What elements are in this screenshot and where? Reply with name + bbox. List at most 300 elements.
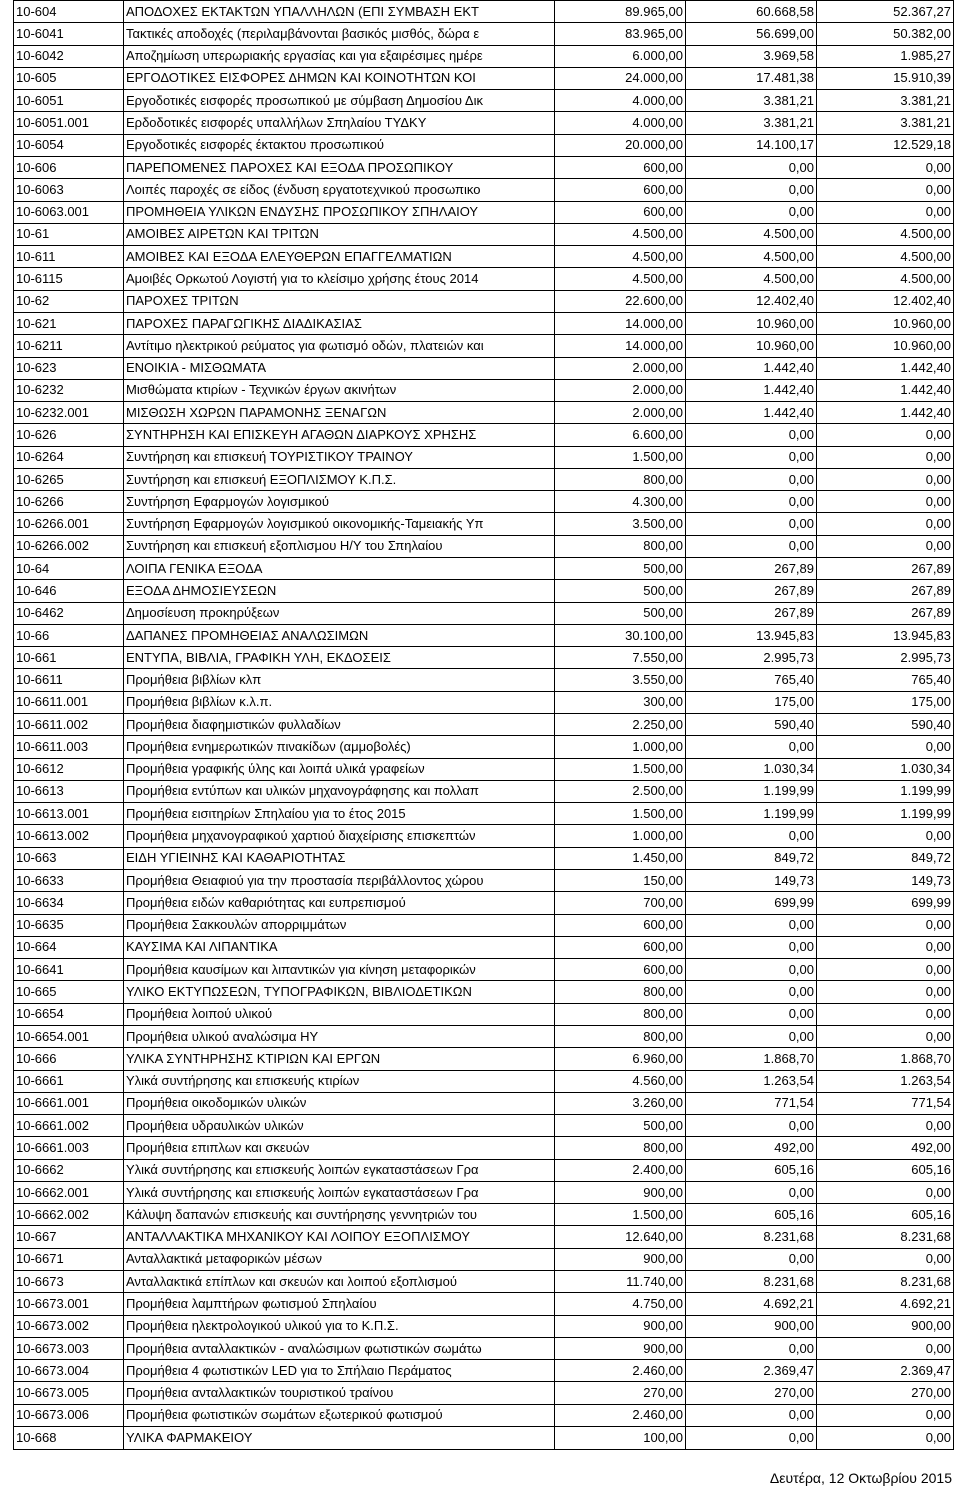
budgeted-amount-cell: 24.000,00 bbox=[555, 67, 686, 89]
paid-amount-cell: 15.910,39 bbox=[817, 67, 954, 89]
paid-amount-cell: 1.985,27 bbox=[817, 45, 954, 67]
table-row bbox=[14, 1360, 954, 1382]
table-row bbox=[14, 201, 954, 223]
account-code-cell: 10-665 bbox=[14, 981, 124, 1003]
description-cell: ΔΑΠΑΝΕΣ ΠΡΟΜΗΘΕΙΑΣ ΑΝΑΛΩΣΙΜΩΝ bbox=[124, 624, 555, 646]
account-code-cell: 10-6671 bbox=[14, 1248, 124, 1270]
description-cell: Προμήθεια βιβλίων κλπ bbox=[124, 669, 555, 691]
description-cell: ΕΞΟΔΑ ΔΗΜΟΣΙΕΥΣΕΩΝ bbox=[124, 580, 555, 602]
committed-amount-cell: 0,00 bbox=[686, 201, 817, 223]
description-cell: Υλικά συντήρησης και επισκευής λοιπών εγκαταστάσεων Γρα bbox=[124, 1181, 555, 1203]
description-cell: Ανταλλακτικά μεταφορικών μέσων bbox=[124, 1248, 555, 1270]
paid-amount-cell: 267,89 bbox=[817, 580, 954, 602]
account-code-cell: 10-6611.001 bbox=[14, 691, 124, 713]
budgeted-amount-cell: 3.260,00 bbox=[555, 1092, 686, 1114]
budgeted-amount-cell: 6.960,00 bbox=[555, 1048, 686, 1070]
account-code-cell: 10-6054 bbox=[14, 134, 124, 156]
committed-amount-cell: 0,00 bbox=[686, 1427, 817, 1450]
budgeted-amount-cell: 600,00 bbox=[555, 936, 686, 958]
description-cell: Λοιπές παροχές σε είδος (ένδυση εργατοτεχνικού προσωπικο bbox=[124, 179, 555, 201]
committed-amount-cell: 10.960,00 bbox=[686, 335, 817, 357]
paid-amount-cell: 1.442,40 bbox=[817, 379, 954, 401]
committed-amount-cell: 4.500,00 bbox=[686, 223, 817, 245]
committed-amount-cell: 0,00 bbox=[686, 1115, 817, 1137]
table-row bbox=[14, 112, 954, 134]
budgeted-amount-cell: 900,00 bbox=[555, 1248, 686, 1270]
paid-amount-cell: 0,00 bbox=[817, 468, 954, 490]
budgeted-amount-cell: 6.600,00 bbox=[555, 424, 686, 446]
account-code-cell: 10-6611 bbox=[14, 669, 124, 691]
budgeted-amount-cell: 800,00 bbox=[555, 981, 686, 1003]
committed-amount-cell: 4.500,00 bbox=[686, 246, 817, 268]
paid-amount-cell: 3.381,21 bbox=[817, 90, 954, 112]
paid-amount-cell: 52.367,27 bbox=[817, 1, 954, 23]
account-code-cell: 10-6266 bbox=[14, 491, 124, 513]
paid-amount-cell: 4.500,00 bbox=[817, 246, 954, 268]
account-code-cell: 10-6211 bbox=[14, 335, 124, 357]
description-cell: Συντήρηση Εφαρμογών λογισμικού οικονομικής-Ταμειακής Υπ bbox=[124, 513, 555, 535]
account-code-cell: 10-646 bbox=[14, 580, 124, 602]
budgeted-amount-cell: 4.560,00 bbox=[555, 1070, 686, 1092]
description-cell: Προμήθεια λοιπού υλικού bbox=[124, 1003, 555, 1025]
budgeted-amount-cell: 1.500,00 bbox=[555, 446, 686, 468]
paid-amount-cell: 1.030,34 bbox=[817, 758, 954, 780]
committed-amount-cell: 0,00 bbox=[686, 825, 817, 847]
committed-amount-cell: 1.030,34 bbox=[686, 758, 817, 780]
paid-amount-cell: 0,00 bbox=[817, 981, 954, 1003]
description-cell: Συντήρηση και επισκευή εξοπλισμου Η/Υ του Σπηλαίου bbox=[124, 535, 555, 557]
committed-amount-cell: 0,00 bbox=[686, 156, 817, 178]
account-code-cell: 10-6613.002 bbox=[14, 825, 124, 847]
description-cell: Προμήθεια ειδών καθαριότητας και ευπρεπισμού bbox=[124, 892, 555, 914]
paid-amount-cell: 492,00 bbox=[817, 1137, 954, 1159]
budgeted-amount-cell: 6.000,00 bbox=[555, 45, 686, 67]
table-row bbox=[14, 1293, 954, 1315]
paid-amount-cell: 0,00 bbox=[817, 535, 954, 557]
committed-amount-cell: 2.369,47 bbox=[686, 1360, 817, 1382]
committed-amount-cell: 149,73 bbox=[686, 869, 817, 891]
committed-amount-cell: 3.381,21 bbox=[686, 112, 817, 134]
account-code-cell: 10-666 bbox=[14, 1048, 124, 1070]
committed-amount-cell: 2.995,73 bbox=[686, 647, 817, 669]
paid-amount-cell: 1.199,99 bbox=[817, 803, 954, 825]
budgeted-amount-cell: 900,00 bbox=[555, 1315, 686, 1337]
committed-amount-cell: 0,00 bbox=[686, 1181, 817, 1203]
account-code-cell: 10-626 bbox=[14, 424, 124, 446]
paid-amount-cell: 3.381,21 bbox=[817, 112, 954, 134]
budgeted-amount-cell: 600,00 bbox=[555, 156, 686, 178]
budgeted-amount-cell: 2.460,00 bbox=[555, 1404, 686, 1426]
budgeted-amount-cell: 800,00 bbox=[555, 1137, 686, 1159]
description-cell: Κάλυψη δαπανών επισκευής και συντήρησης γεννητριών του bbox=[124, 1204, 555, 1226]
table-row bbox=[14, 1337, 954, 1359]
budgeted-amount-cell: 900,00 bbox=[555, 1181, 686, 1203]
description-cell: ΥΛΙΚΑ ΣΥΝΤΗΡΗΣΗΣ ΚΤΙΡΙΩΝ ΚΑΙ ΕΡΓΩΝ bbox=[124, 1048, 555, 1070]
paid-amount-cell: 699,99 bbox=[817, 892, 954, 914]
table-row bbox=[14, 847, 954, 869]
committed-amount-cell: 0,00 bbox=[686, 468, 817, 490]
account-code-cell: 10-6265 bbox=[14, 468, 124, 490]
account-code-cell: 10-661 bbox=[14, 647, 124, 669]
paid-amount-cell: 771,54 bbox=[817, 1092, 954, 1114]
paid-amount-cell: 0,00 bbox=[817, 1181, 954, 1203]
account-code-cell: 10-6051.001 bbox=[14, 112, 124, 134]
account-code-cell: 10-6673.001 bbox=[14, 1293, 124, 1315]
account-code-cell: 10-6673.004 bbox=[14, 1360, 124, 1382]
description-cell: Τακτικές αποδοχές (περιλαμβάνονται βασικός μισθός, δώρα ε bbox=[124, 23, 555, 45]
description-cell: Συντήρηση και επισκευή ΕΞΟΠΛΙΣΜΟΥ Κ.Π.Σ. bbox=[124, 468, 555, 490]
description-cell: Αποζημίωση υπερωριακής εργασίας και για εξαιρέσιμες ημέρε bbox=[124, 45, 555, 67]
account-code-cell: 10-663 bbox=[14, 847, 124, 869]
committed-amount-cell: 699,99 bbox=[686, 892, 817, 914]
table-row bbox=[14, 67, 954, 89]
description-cell: Προμήθεια βιβλίων κ.λ.π. bbox=[124, 691, 555, 713]
paid-amount-cell: 0,00 bbox=[817, 825, 954, 847]
committed-amount-cell: 0,00 bbox=[686, 424, 817, 446]
paid-amount-cell: 270,00 bbox=[817, 1382, 954, 1404]
budgeted-amount-cell: 3.550,00 bbox=[555, 669, 686, 691]
budgeted-amount-cell: 1.000,00 bbox=[555, 736, 686, 758]
paid-amount-cell: 13.945,83 bbox=[817, 624, 954, 646]
budgeted-amount-cell: 2.500,00 bbox=[555, 780, 686, 802]
account-code-cell: 10-667 bbox=[14, 1226, 124, 1248]
description-cell: ΥΛΙΚΟ ΕΚΤΥΠΩΣΕΩΝ, ΤΥΠΟΓΡΑΦΙΚΩΝ, ΒΙΒΛΙΟΔΕΤΙΚΩΝ bbox=[124, 981, 555, 1003]
account-code-cell: 10-6232.001 bbox=[14, 402, 124, 424]
budget-table-body bbox=[14, 1, 954, 1450]
paid-amount-cell: 267,89 bbox=[817, 602, 954, 624]
table-row bbox=[14, 491, 954, 513]
committed-amount-cell: 0,00 bbox=[686, 179, 817, 201]
budgeted-amount-cell: 600,00 bbox=[555, 914, 686, 936]
table-row bbox=[14, 624, 954, 646]
paid-amount-cell: 0,00 bbox=[817, 1248, 954, 1270]
account-code-cell: 10-6264 bbox=[14, 446, 124, 468]
table-row bbox=[14, 402, 954, 424]
committed-amount-cell: 0,00 bbox=[686, 1003, 817, 1025]
account-code-cell: 10-6611.003 bbox=[14, 736, 124, 758]
description-cell: ΕΝΤΥΠΑ, ΒΙΒΛΙΑ, ΓΡΑΦΙΚΗ ΥΛΗ, ΕΚΔΟΣΕΙΣ bbox=[124, 647, 555, 669]
table-row bbox=[14, 803, 954, 825]
table-row bbox=[14, 647, 954, 669]
paid-amount-cell: 0,00 bbox=[817, 1404, 954, 1426]
table-row bbox=[14, 134, 954, 156]
committed-amount-cell: 270,00 bbox=[686, 1382, 817, 1404]
paid-amount-cell: 605,16 bbox=[817, 1204, 954, 1226]
paid-amount-cell: 605,16 bbox=[817, 1159, 954, 1181]
description-cell: ΑΜΟΙΒΕΣ ΑΙΡΕΤΩΝ ΚΑΙ ΤΡΙΤΩΝ bbox=[124, 223, 555, 245]
table-row bbox=[14, 1070, 954, 1092]
table-row bbox=[14, 736, 954, 758]
description-cell: ΕΙΔΗ ΥΓΙΕΙΝΗΣ ΚΑΙ ΚΑΘΑΡΙΟΤΗΤΑΣ bbox=[124, 847, 555, 869]
description-cell: Προμήθεια εντύπων και υλικών μηχανογράφησης και πολλαπ bbox=[124, 780, 555, 802]
paid-amount-cell: 1.442,40 bbox=[817, 402, 954, 424]
account-code-cell: 10-6673.003 bbox=[14, 1337, 124, 1359]
budgeted-amount-cell: 3.500,00 bbox=[555, 513, 686, 535]
paid-amount-cell: 0,00 bbox=[817, 936, 954, 958]
table-row bbox=[14, 1003, 954, 1025]
budgeted-amount-cell: 600,00 bbox=[555, 201, 686, 223]
paid-amount-cell: 0,00 bbox=[817, 914, 954, 936]
table-row bbox=[14, 45, 954, 67]
description-cell: Ανταλλακτικά επίπλων και σκευών και λοιπού εξοπλισμού bbox=[124, 1271, 555, 1293]
account-code-cell: 10-6051 bbox=[14, 90, 124, 112]
committed-amount-cell: 1.442,40 bbox=[686, 357, 817, 379]
paid-amount-cell: 0,00 bbox=[817, 491, 954, 513]
table-row bbox=[14, 1159, 954, 1181]
description-cell: Υλικά συντήρησης και επισκευής λοιπών εγκαταστάσεων Γρα bbox=[124, 1159, 555, 1181]
account-code-cell: 10-6613.001 bbox=[14, 803, 124, 825]
paid-amount-cell: 0,00 bbox=[817, 959, 954, 981]
description-cell: Προμήθεια διαφημιστικών φυλλαδίων bbox=[124, 714, 555, 736]
account-code-cell: 10-604 bbox=[14, 1, 124, 23]
table-row bbox=[14, 558, 954, 580]
paid-amount-cell: 0,00 bbox=[817, 1115, 954, 1137]
budgeted-amount-cell: 270,00 bbox=[555, 1382, 686, 1404]
budgeted-amount-cell: 1.000,00 bbox=[555, 825, 686, 847]
description-cell: ΥΛΙΚΑ ΦΑΡΜΑΚΕΙΟΥ bbox=[124, 1427, 555, 1450]
budgeted-amount-cell: 900,00 bbox=[555, 1337, 686, 1359]
account-code-cell: 10-6041 bbox=[14, 23, 124, 45]
table-row bbox=[14, 959, 954, 981]
account-code-cell: 10-6661.002 bbox=[14, 1115, 124, 1137]
budgeted-amount-cell: 500,00 bbox=[555, 580, 686, 602]
committed-amount-cell: 0,00 bbox=[686, 1248, 817, 1270]
description-cell: Προμήθεια 4 φωτιστικών LED για το Σπήλαιο Περάματος bbox=[124, 1360, 555, 1382]
committed-amount-cell: 1.442,40 bbox=[686, 379, 817, 401]
description-cell: Προμήθεια οικοδομικών υλικών bbox=[124, 1092, 555, 1114]
paid-amount-cell: 0,00 bbox=[817, 736, 954, 758]
description-cell: Προμήθεια μηχανογραφικού χαρτιού διαχείρισης επισκεπτών bbox=[124, 825, 555, 847]
account-code-cell: 10-6662.002 bbox=[14, 1204, 124, 1226]
table-row bbox=[14, 936, 954, 958]
committed-amount-cell: 492,00 bbox=[686, 1137, 817, 1159]
committed-amount-cell: 60.668,58 bbox=[686, 1, 817, 23]
account-code-cell: 10-605 bbox=[14, 67, 124, 89]
table-row bbox=[14, 1248, 954, 1270]
description-cell: Ερδοδοτικές εισφορές υπαλλήλων Σπηλαίου ΤΥΔΚΥ bbox=[124, 112, 555, 134]
table-row bbox=[14, 1092, 954, 1114]
paid-amount-cell: 2.995,73 bbox=[817, 647, 954, 669]
table-row bbox=[14, 312, 954, 334]
table-row bbox=[14, 335, 954, 357]
committed-amount-cell: 605,16 bbox=[686, 1204, 817, 1226]
description-cell: ΛΟΙΠΑ ΓΕΝΙΚΑ ΕΞΟΔΑ bbox=[124, 558, 555, 580]
account-code-cell: 10-6673.006 bbox=[14, 1404, 124, 1426]
budgeted-amount-cell: 1.500,00 bbox=[555, 803, 686, 825]
description-cell: Προμήθεια Σακκουλών απορριμμάτων bbox=[124, 914, 555, 936]
paid-amount-cell: 590,40 bbox=[817, 714, 954, 736]
table-row bbox=[14, 691, 954, 713]
account-code-cell: 10-6232 bbox=[14, 379, 124, 401]
table-row bbox=[14, 1427, 954, 1450]
committed-amount-cell: 1.442,40 bbox=[686, 402, 817, 424]
table-row bbox=[14, 669, 954, 691]
description-cell: Υλικά συντήρησης και επισκευής κτιρίων bbox=[124, 1070, 555, 1092]
description-cell: ΠΑΡΟΧΕΣ ΠΑΡΑΓΩΓΙΚΗΣ ΔΙΑΔΙΚΑΣΙΑΣ bbox=[124, 312, 555, 334]
table-row bbox=[14, 179, 954, 201]
table-row bbox=[14, 714, 954, 736]
committed-amount-cell: 14.100,17 bbox=[686, 134, 817, 156]
table-row bbox=[14, 513, 954, 535]
description-cell: Προμήθεια καυσίμων και λιπαντικών για κίνηση μεταφορικών bbox=[124, 959, 555, 981]
budget-table bbox=[13, 0, 954, 1450]
table-row bbox=[14, 914, 954, 936]
account-code-cell: 10-6266.002 bbox=[14, 535, 124, 557]
budgeted-amount-cell: 800,00 bbox=[555, 1025, 686, 1047]
committed-amount-cell: 175,00 bbox=[686, 691, 817, 713]
budgeted-amount-cell: 500,00 bbox=[555, 558, 686, 580]
budgeted-amount-cell: 30.100,00 bbox=[555, 624, 686, 646]
account-code-cell: 10-6612 bbox=[14, 758, 124, 780]
description-cell: Προμήθεια εισιτηρίων Σπηλαίου για το έτος 2015 bbox=[124, 803, 555, 825]
committed-amount-cell: 267,89 bbox=[686, 558, 817, 580]
budgeted-amount-cell: 2.000,00 bbox=[555, 379, 686, 401]
committed-amount-cell: 849,72 bbox=[686, 847, 817, 869]
table-row bbox=[14, 268, 954, 290]
committed-amount-cell: 0,00 bbox=[686, 959, 817, 981]
table-row bbox=[14, 23, 954, 45]
paid-amount-cell: 0,00 bbox=[817, 446, 954, 468]
account-code-cell: 10-6635 bbox=[14, 914, 124, 936]
table-row bbox=[14, 357, 954, 379]
table-row bbox=[14, 758, 954, 780]
table-row bbox=[14, 424, 954, 446]
description-cell: Προμήθεια υδραυλικών υλικών bbox=[124, 1115, 555, 1137]
table-row bbox=[14, 1, 954, 23]
account-code-cell: 10-6634 bbox=[14, 892, 124, 914]
committed-amount-cell: 1.868,70 bbox=[686, 1048, 817, 1070]
description-cell: Προμήθεια επιπλων και σκευών bbox=[124, 1137, 555, 1159]
description-cell: Συντήρηση Εφαρμογών λογισμικού bbox=[124, 491, 555, 513]
description-cell: ΠΑΡΕΠΟΜΕΝΕΣ ΠΑΡΟΧΕΣ ΚΑΙ ΕΞΟΔΑ ΠΡΟΣΩΠΙΚΟΥ bbox=[124, 156, 555, 178]
table-row bbox=[14, 1181, 954, 1203]
description-cell: Προμήθεια φωτιστικών σωμάτων εξωτερικού φωτισμού bbox=[124, 1404, 555, 1426]
account-code-cell: 10-6613 bbox=[14, 780, 124, 802]
account-code-cell: 10-6661.003 bbox=[14, 1137, 124, 1159]
committed-amount-cell: 12.402,40 bbox=[686, 290, 817, 312]
table-row bbox=[14, 602, 954, 624]
paid-amount-cell: 149,73 bbox=[817, 869, 954, 891]
paid-amount-cell: 0,00 bbox=[817, 424, 954, 446]
description-cell: Μισθώματα κτιρίων - Τεχνικών έργων ακινήτων bbox=[124, 379, 555, 401]
account-code-cell: 10-6662 bbox=[14, 1159, 124, 1181]
description-cell: Δημοσίευση προκηρύξεων bbox=[124, 602, 555, 624]
paid-amount-cell: 849,72 bbox=[817, 847, 954, 869]
paid-amount-cell: 0,00 bbox=[817, 1003, 954, 1025]
description-cell: Προμήθεια γραφικής ύλης και λοιπά υλικά γραφείων bbox=[124, 758, 555, 780]
account-code-cell: 10-6673.002 bbox=[14, 1315, 124, 1337]
committed-amount-cell: 0,00 bbox=[686, 446, 817, 468]
budgeted-amount-cell: 1.450,00 bbox=[555, 847, 686, 869]
account-code-cell: 10-606 bbox=[14, 156, 124, 178]
committed-amount-cell: 0,00 bbox=[686, 936, 817, 958]
paid-amount-cell: 10.960,00 bbox=[817, 335, 954, 357]
description-cell: Εργοδοτικές εισφορές προσωπικού με σύμβαση Δημοσίου Δικ bbox=[124, 90, 555, 112]
table-row bbox=[14, 869, 954, 891]
account-code-cell: 10-668 bbox=[14, 1427, 124, 1450]
paid-amount-cell: 0,00 bbox=[817, 1427, 954, 1450]
paid-amount-cell: 4.500,00 bbox=[817, 223, 954, 245]
account-code-cell: 10-6662.001 bbox=[14, 1181, 124, 1203]
budgeted-amount-cell: 2.400,00 bbox=[555, 1159, 686, 1181]
table-row bbox=[14, 1404, 954, 1426]
paid-amount-cell: 267,89 bbox=[817, 558, 954, 580]
table-row bbox=[14, 290, 954, 312]
budgeted-amount-cell: 12.640,00 bbox=[555, 1226, 686, 1248]
table-row bbox=[14, 468, 954, 490]
description-cell: Συντήρηση και επισκευή ΤΟΥΡΙΣΤΙΚΟΥ ΤΡΑΙΝΟΥ bbox=[124, 446, 555, 468]
budgeted-amount-cell: 2.000,00 bbox=[555, 357, 686, 379]
footer-date: Δευτέρα, 12 Οκτωβρίου 2015 bbox=[769, 1470, 952, 1486]
account-code-cell: 10-6611.002 bbox=[14, 714, 124, 736]
budgeted-amount-cell: 20.000,00 bbox=[555, 134, 686, 156]
table-row bbox=[14, 1048, 954, 1070]
committed-amount-cell: 1.199,99 bbox=[686, 803, 817, 825]
committed-amount-cell: 56.699,00 bbox=[686, 23, 817, 45]
committed-amount-cell: 13.945,83 bbox=[686, 624, 817, 646]
budgeted-amount-cell: 1.500,00 bbox=[555, 758, 686, 780]
description-cell: Προμήθεια ηλεκτρολογικού υλικού για το Κ.Π.Σ. bbox=[124, 1315, 555, 1337]
table-row bbox=[14, 156, 954, 178]
account-code-cell: 10-6654 bbox=[14, 1003, 124, 1025]
committed-amount-cell: 771,54 bbox=[686, 1092, 817, 1114]
committed-amount-cell: 8.231,68 bbox=[686, 1271, 817, 1293]
paid-amount-cell: 175,00 bbox=[817, 691, 954, 713]
budgeted-amount-cell: 4.500,00 bbox=[555, 246, 686, 268]
budgeted-amount-cell: 800,00 bbox=[555, 1003, 686, 1025]
committed-amount-cell: 0,00 bbox=[686, 535, 817, 557]
account-code-cell: 10-664 bbox=[14, 936, 124, 958]
paid-amount-cell: 1.263,54 bbox=[817, 1070, 954, 1092]
budgeted-amount-cell: 4.500,00 bbox=[555, 223, 686, 245]
paid-amount-cell: 8.231,68 bbox=[817, 1226, 954, 1248]
budgeted-amount-cell: 500,00 bbox=[555, 602, 686, 624]
description-cell: ΠΡΟΜΗΘΕΙΑ ΥΛΙΚΩΝ ΕΝΔΥΣΗΣ ΠΡΟΣΩΠΙΚΟΥ ΣΠΗΛΑΙΟΥ bbox=[124, 201, 555, 223]
paid-amount-cell: 12.529,18 bbox=[817, 134, 954, 156]
budgeted-amount-cell: 700,00 bbox=[555, 892, 686, 914]
account-code-cell: 10-62 bbox=[14, 290, 124, 312]
description-cell: ΕΡΓΟΔΟΤΙΚΕΣ ΕΙΣΦΟΡΕΣ ΔΗΜΩΝ ΚΑΙ ΚΟΙΝΟΤΗΤΩΝ ΚΟΙ bbox=[124, 67, 555, 89]
paid-amount-cell: 1.442,40 bbox=[817, 357, 954, 379]
account-code-cell: 10-6115 bbox=[14, 268, 124, 290]
account-code-cell: 10-6042 bbox=[14, 45, 124, 67]
committed-amount-cell: 267,89 bbox=[686, 602, 817, 624]
budgeted-amount-cell: 2.000,00 bbox=[555, 402, 686, 424]
account-code-cell: 10-6673 bbox=[14, 1271, 124, 1293]
account-code-cell: 10-6462 bbox=[14, 602, 124, 624]
committed-amount-cell: 3.969,58 bbox=[686, 45, 817, 67]
budgeted-amount-cell: 4.750,00 bbox=[555, 1293, 686, 1315]
account-code-cell: 10-6063 bbox=[14, 179, 124, 201]
committed-amount-cell: 0,00 bbox=[686, 513, 817, 535]
table-row bbox=[14, 580, 954, 602]
budgeted-amount-cell: 4.000,00 bbox=[555, 90, 686, 112]
table-row bbox=[14, 825, 954, 847]
budgeted-amount-cell: 2.460,00 bbox=[555, 1360, 686, 1382]
description-cell: ΠΑΡΟΧΕΣ ΤΡΙΤΩΝ bbox=[124, 290, 555, 312]
description-cell: Προμήθεια ανταλλακτικών τουριστικού τραίνου bbox=[124, 1382, 555, 1404]
table-row bbox=[14, 892, 954, 914]
account-code-cell: 10-621 bbox=[14, 312, 124, 334]
paid-amount-cell: 2.369,47 bbox=[817, 1360, 954, 1382]
account-code-cell: 10-6063.001 bbox=[14, 201, 124, 223]
account-code-cell: 10-6673.005 bbox=[14, 1382, 124, 1404]
paid-amount-cell: 0,00 bbox=[817, 201, 954, 223]
description-cell: ΚΑΥΣΙΜΑ ΚΑΙ ΛΙΠΑΝΤΙΚΑ bbox=[124, 936, 555, 958]
table-row bbox=[14, 535, 954, 557]
description-cell: Αμοιβές Ορκωτού Λογιστή για το κλείσιμο χρήσης έτους 2014 bbox=[124, 268, 555, 290]
table-row bbox=[14, 223, 954, 245]
